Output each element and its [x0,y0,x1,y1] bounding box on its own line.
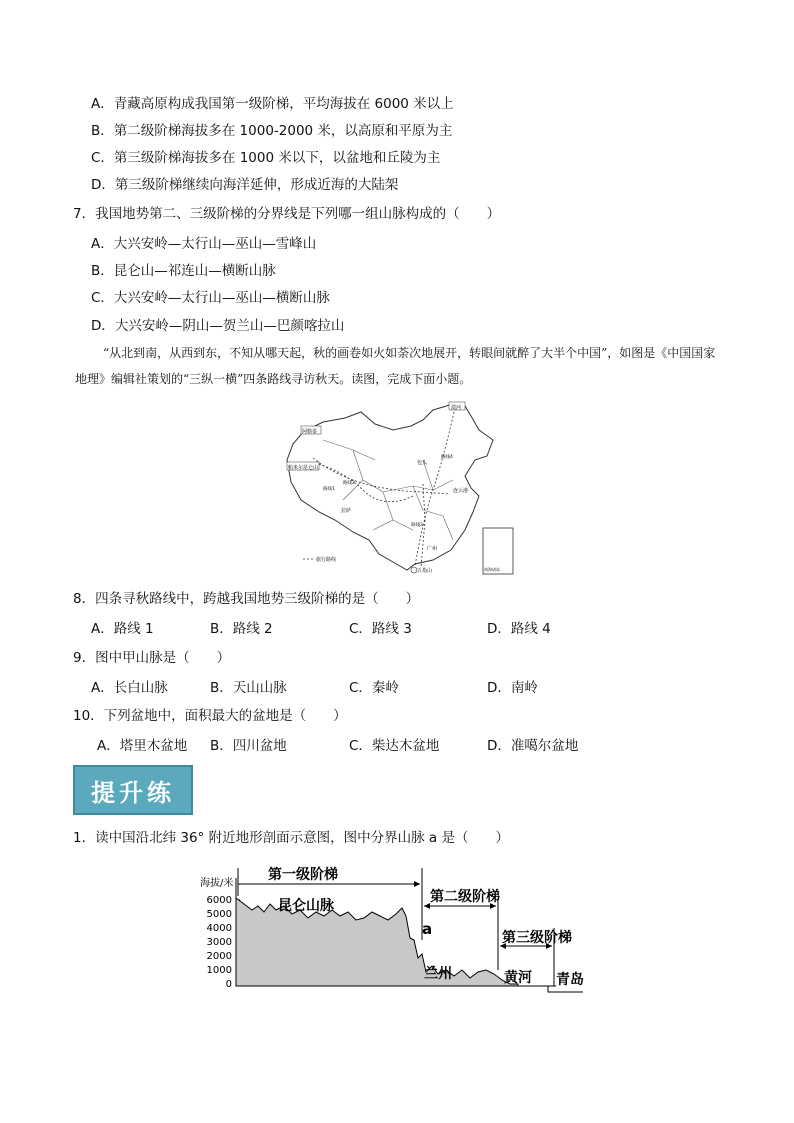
profile-lanzhou-label: 兰州 [424,966,452,982]
q6-option-d: D．第三级阶梯继续向海洋延伸，形成近海的大陆架 [91,177,399,193]
map-label-route4: 路线4 [441,455,453,460]
profile-ylabel: 海拔/米 [200,878,234,889]
q10-option-d: D．准噶尔盆地 [487,738,579,754]
profile-a-label: a [422,920,433,938]
q7-option-d: D．大兴安岭—阴山—贺兰山—巴颜喀拉山 [91,318,345,334]
q8-stem: 8．四条寻秋路线中，跨越我国地势三级阶梯的是（ ） [73,591,420,607]
profile-ytick-6000: 6000 [206,895,232,906]
reading-passage: “从北到南，从西到东，不知从哪天起，秋的画卷如火如荼次地展开，转眼间就醉了大半个中国”，如图是《中国国家地理》编辑社策划的“三纵一横”四条路线寻访秋天。读图，完成下面小题。 [75,346,716,386]
q8-option-a: A．路线 1 [91,621,154,637]
q7-option-c: C．大兴安岭—太行山—巫山—横断山脉 [91,290,330,306]
q8-option-d: D．路线 4 [487,621,551,637]
map-label-route2: 路线2 [343,481,355,486]
q10-option-c: C．柴达木盆地 [349,738,440,754]
map-label-lianyungang: 连云港 [453,488,469,494]
q1-stem: 1．读中国沿北纬 36° 附近地形剖面示意图，图中分界山脉 a 是（ ） [73,830,509,846]
map-label-guangzhou: 广州 [427,546,438,552]
china-route-map [283,400,519,578]
q10-option-a: A．塔里木盆地 [97,738,188,754]
map-inset-label: 南海诸岛 [484,567,500,572]
map-label-route1: 路线1 [323,487,335,492]
map-label-habahe: 阿勒泰 [302,429,318,435]
profile-ytick-2000: 2000 [206,951,232,962]
q9-option-c: C．秦岭 [349,680,399,696]
profile-step3-label: 第三级阶梯 [502,930,572,946]
profile-qingdao-label: 青岛 [556,972,584,988]
profile-ytick-3000: 3000 [206,937,232,948]
profile-huanghe-label: 黄河 [504,970,532,986]
map-label-wuzhishan: 五指山 [417,568,433,574]
section-title-banner: 提升练 [73,765,193,815]
q9-option-a: A．长白山脉 [91,680,168,696]
map-label-lasa: 拉萨 [341,508,352,514]
q8-option-b: B．路线 2 [210,621,273,637]
q7-option-a: A．大兴安岭—太行山—巫山—雪峰山 [91,236,317,252]
profile-step2-label: 第二级阶梯 [430,889,500,905]
map-label-kunlun: 帕米尔昆仑山 [288,465,319,471]
q7-option-b: B．昆仑山—祁连山—横断山脉 [91,263,276,279]
terrain-profile-diagram [198,860,590,1000]
q10-option-b: B．四川盆地 [210,738,287,754]
q6-option-b: B．第二级阶梯海拔多在 1000-2000 米，以高原和平原为主 [91,123,453,139]
map-label-baotou: 包头 [417,460,428,466]
q7-stem: 7．我国地势第二、三级阶梯的分界线是下列哪一组山脉构成的（ ） [73,206,501,222]
profile-kunlun-label: 昆仑山脉 [278,898,334,914]
profile-ytick-5000: 5000 [206,909,232,920]
q8-option-c: C．路线 3 [349,621,412,637]
profile-step1-label: 第一级阶梯 [268,867,338,883]
q9-option-d: D．南岭 [487,680,538,696]
q9-stem: 9．图中甲山脉是（ ） [73,650,231,666]
profile-ytick-4000: 4000 [206,923,232,934]
map-label-mohe: 漠河 [451,405,462,411]
map-label-route3: 路线3 [411,523,423,528]
q9-option-b: B．天山山脉 [210,680,287,696]
profile-ytick-1000: 1000 [206,965,232,976]
q10-stem: 10．下列盆地中，面积最大的盆地是（ ） [73,708,347,724]
q6-option-c: C．第三级阶梯海拔多在 1000 米以下，以盆地和丘陵为主 [91,150,441,166]
map-legend: 旅行路线 [316,557,337,563]
q6-option-a: A．青藏高原构成我国第一级阶梯，平均海拔在 6000 米以上 [91,96,454,112]
profile-ytick-0: 0 [225,979,232,990]
